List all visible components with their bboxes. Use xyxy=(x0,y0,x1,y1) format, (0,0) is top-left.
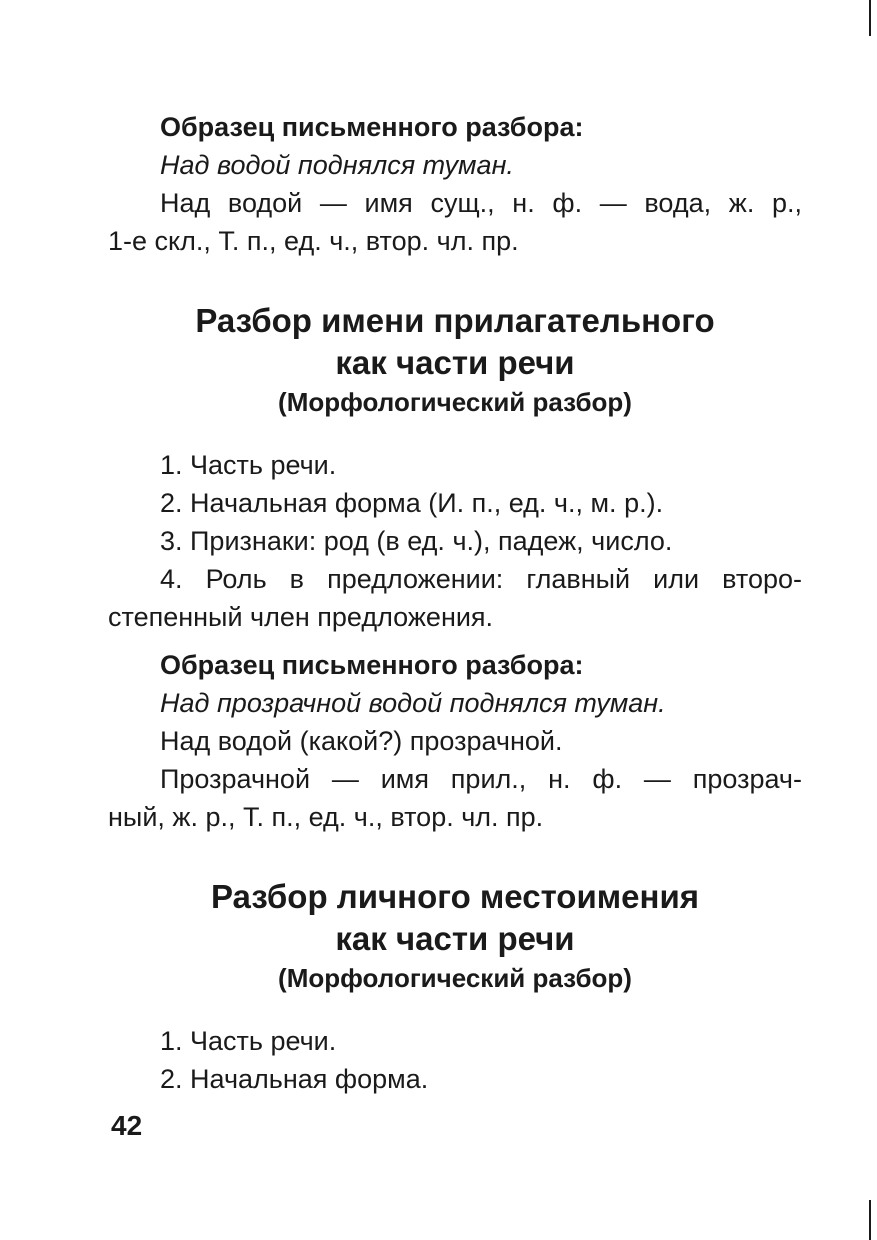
crop-mark-top xyxy=(869,0,871,36)
sample2-label: Образец письменного разбора: xyxy=(160,650,584,680)
sample2-analysis-line2: ный, ж. р., Т. п., ед. ч., втор. чл. пр. xyxy=(108,802,544,832)
sample1-analysis-line2: 1-е скл., Т. п., ед. ч., втор. чл. пр. xyxy=(108,226,519,256)
adjective-item-1: 1. Часть речи. xyxy=(160,450,337,480)
adjective-heading-line1: Разбор имени прилагательного xyxy=(195,302,715,339)
sample1-analysis-line1: Над водой — имя сущ., н. ф. — вода, ж. р., xyxy=(160,188,802,218)
spacer xyxy=(108,836,802,876)
sample1-sentence: Над водой поднялся туман. xyxy=(160,150,514,180)
crop-mark-bottom xyxy=(869,1200,871,1240)
sample2-question: Над водой (какой?) прозрачной. xyxy=(160,726,563,756)
spacer xyxy=(108,420,802,446)
sample1-label: Образец письменного разбора: xyxy=(160,112,584,142)
spacer xyxy=(108,636,802,646)
spacer xyxy=(108,260,802,300)
adjective-item-3: 3. Признаки: род (в ед. ч.), падеж, число. xyxy=(160,526,673,556)
adjective-heading-line2: как части речи xyxy=(335,344,575,381)
adjective-subheading: (Морфологический разбор) xyxy=(278,387,632,417)
adjective-item-4-line2: степенный член предложения. xyxy=(108,602,494,632)
pronoun-subheading: (Морфологический разбор) xyxy=(278,963,632,993)
pronoun-item-2: 2. Начальная форма. xyxy=(160,1064,429,1094)
pronoun-heading-line2: как части речи xyxy=(335,920,575,957)
sample2-analysis-line1: Прозрачной — имя прил., н. ф. — прозрач- xyxy=(160,764,802,794)
spacer xyxy=(108,996,802,1022)
sample2-sentence: Над прозрачной водой поднялся туман. xyxy=(160,688,666,718)
page-number: 42 xyxy=(111,1110,143,1141)
adjective-item-4-line1: 4. Роль в предложении: главный или второ- xyxy=(160,564,802,594)
adjective-item-2: 2. Начальная форма (И. п., ед. ч., м. р.). xyxy=(160,488,664,518)
pronoun-heading-line1: Разбор личного местоимения xyxy=(210,878,699,915)
page-content xyxy=(108,108,802,1098)
pronoun-item-1: 1. Часть речи. xyxy=(160,1026,337,1056)
